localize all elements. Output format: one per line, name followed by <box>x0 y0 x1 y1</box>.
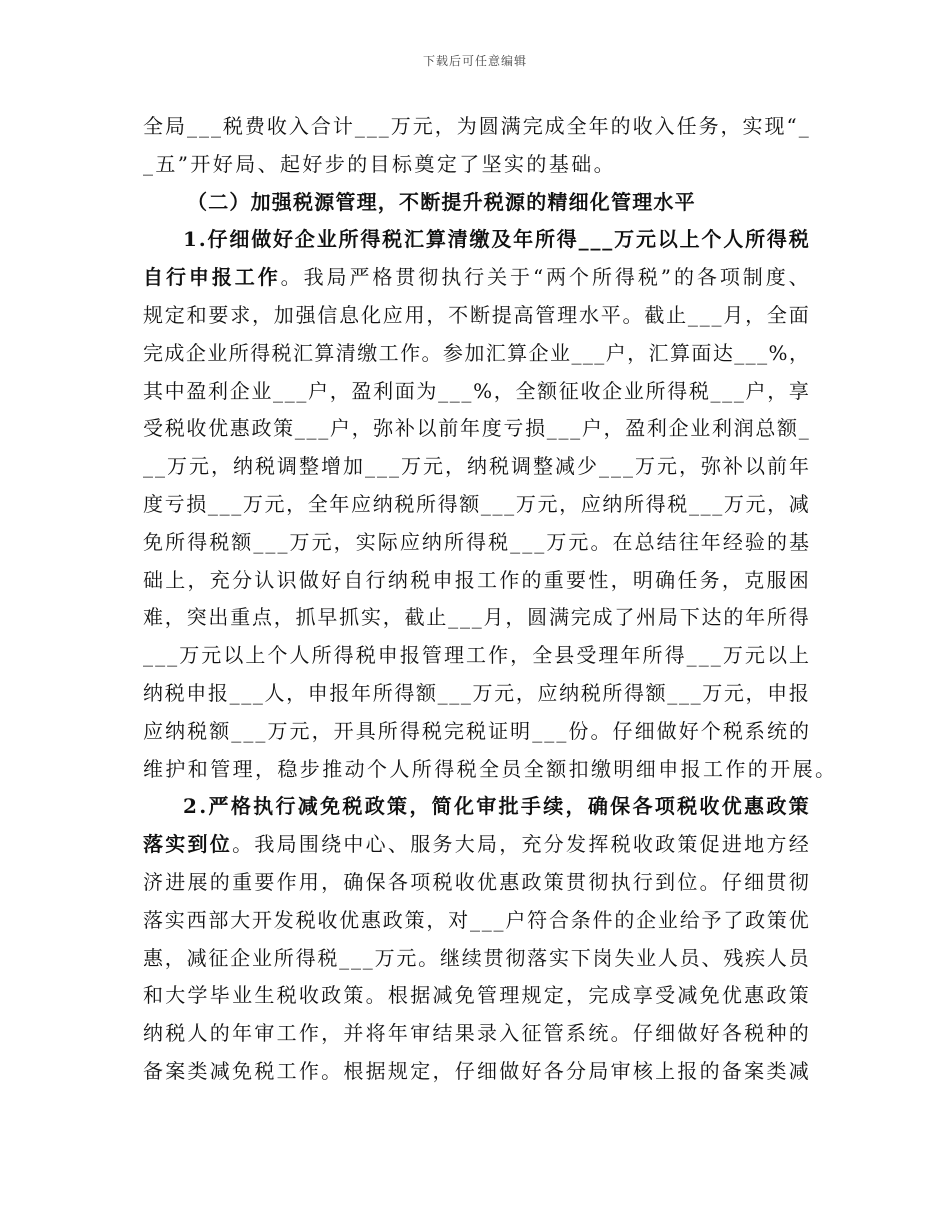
text-line: 应 纳 税 额 _ _ _ 万 元 ， 开 具 所 得 税 完 税 证 明 _ _ _ 份 。 仔 细 做 好 个 税 系 统 的 <box>143 718 809 743</box>
document-body <box>143 108 838 1091</box>
text-line: 2 . 严 格 执 行 减 免 税 政 策 ， 简 化 审 批 手 续 ， 确 保 各 项 税 收 优 惠 政 策 <box>183 794 809 819</box>
text-line: 纳 税 人 的 年 审 工 作 ， 并 将 年 审 结 果 录 入 征 管 系 统 。 仔 细 做 好 各 税 种 的 <box>143 1021 809 1046</box>
text-line: 难 ， 突 出 重 点 ， 抓 早 抓 实 ， 截 止 _ _ _ 月 ， 圆 满 完 成 了 州 局 下 达 的 年 所 得 <box>143 605 809 630</box>
text-line: 和 大 学 毕 业 生 税 收 政 策 。 根 据 减 免 管 理 规 定 ， 完 成 享 受 减 免 优 惠 政 策 <box>143 983 809 1008</box>
text-line: 备 案 类 减 免 税 工 作 。 根 据 规 定 ， 仔 细 做 好 各 分 局 审 核 上 报 的 备 案 类 减 <box>143 1058 809 1083</box>
paragraph-end-text: _五”开好局、起好步的目标奠定了坚实的基础。 <box>143 151 617 176</box>
text-line <box>143 184 809 222</box>
text-line: 完 成 企 业 所 得 税 汇 算 清 缴 工 作 。 参 加 汇 算 企 业 _ _ _ 户 ， 汇 算 面 达 _ _ _ % ， <box>143 340 809 365</box>
text-line: 惠 ， 减 征 企 业 所 得 税 _ _ _ 万 元 。 继 续 贯 彻 落 实 下 岗 失 业 人 员 、 残 疾 人 员 <box>143 945 809 970</box>
text-line: 全 局 _ _ _ 税 费 收 入 合 计 _ _ _ 万 元 ， 为 圆 满 完 成 全 年 的 收 入 任 务 ， 实 现 “ _ <box>143 114 809 138</box>
text-line: 其 中 盈 利 企 业 _ _ _ 户 ， 盈 利 面 为 _ _ _ % ， 全 额 征 收 企 业 所 得 税 _ _ _ 户 ， 享 <box>143 378 809 403</box>
text-line <box>143 146 809 184</box>
text-line: 济 进 展 的 重 要 作 用 ， 确 保 各 项 税 收 优 惠 政 策 贯 彻 执 行 到 位 。 仔 细 贯 彻 <box>143 869 809 894</box>
text-line: 础 上 ， 充 分 认 识 做 好 自 行 纳 税 申 报 工 作 的 重 要 性 ， 明 确 任 务 ， 克 服 困 <box>143 567 809 592</box>
text-line: _ _ 万 元 ， 纳 税 调 整 增 加 _ _ _ 万 元 ， 纳 税 调 整 减 少 _ _ _ 万 元 ， 弥 补 以 前 年 <box>143 454 809 479</box>
text-line <box>143 751 838 789</box>
text-line: 度 亏 损 _ _ _ 万 元 ， 全 年 应 纳 税 所 得 额 _ _ _ 万 元 ， 应 纳 所 得 税 _ _ _ 万 元 ， 减 <box>143 491 809 516</box>
text-line: 受 税 收 优 惠 政 策 _ _ _ 户 ， 弥 补 以 前 年 度 亏 损 _ _ _ 户 ， 盈 利 企 业 利 润 总 额 _ <box>143 416 809 441</box>
text-line: 规 定 和 要 求 ， 加 强 信 息 化 应 用 ， 不 断 提 高 管 理 水 平 。 截 止 _ _ _ 月 ， 全 面 <box>143 302 809 327</box>
text-line: _ _ _ 万 元 以 上 个 人 所 得 税 申 报 管 理 工 作 ， 全 县 受 理 年 所 得 _ _ _ 万 元 以 上 <box>143 643 809 668</box>
paragraph-end-text: 维护和管理，稳步推动个人所得税全员全额扣缴明细申报工作的开展。 <box>143 756 838 781</box>
text-line: 纳 税 申 报 _ _ _ 人 ， 申 报 年 所 得 额 _ _ _ 万 元 ， 应 纳 税 所 得 额 _ _ _ 万 元 ， 申 报 <box>143 680 809 705</box>
page-header: 下载后可任意编辑 <box>422 54 527 68</box>
text-line: 免 所 得 税 额 _ _ _ 万 元 ， 实 际 应 纳 所 得 税 _ _ _ 万 元 。 在 总 结 往 年 经 验 的 基 <box>143 529 809 554</box>
text-line: 自 行 申 报 工 作 。 我 局 严 格 贯 彻 执 行 关 于 “ 两 个 所 得 税 ” 的 各 项 制 度 、 <box>143 265 809 290</box>
text-line: 落 实 西 部 大 开 发 税 收 优 惠 政 策 ， 对 _ _ _ 户 符 合 条 件 的 企 业 给 予 了 政 策 优 <box>143 907 809 932</box>
section-heading: （二）加强税源管理，不断提升税源的精细化管理水平 <box>187 189 696 214</box>
text-line: 1 . 仔 细 做 好 企 业 所 得 税 汇 算 清 缴 及 年 所 得 _ _ _ 万 元 以 上 个 人 所 得 税 <box>183 227 809 252</box>
text-line: 落 实 到 位 。 我 局 围 绕 中 心 、 服 务 大 局 ， 充 分 发 挥 税 收 政 策 促 进 地 方 经 <box>143 832 809 857</box>
